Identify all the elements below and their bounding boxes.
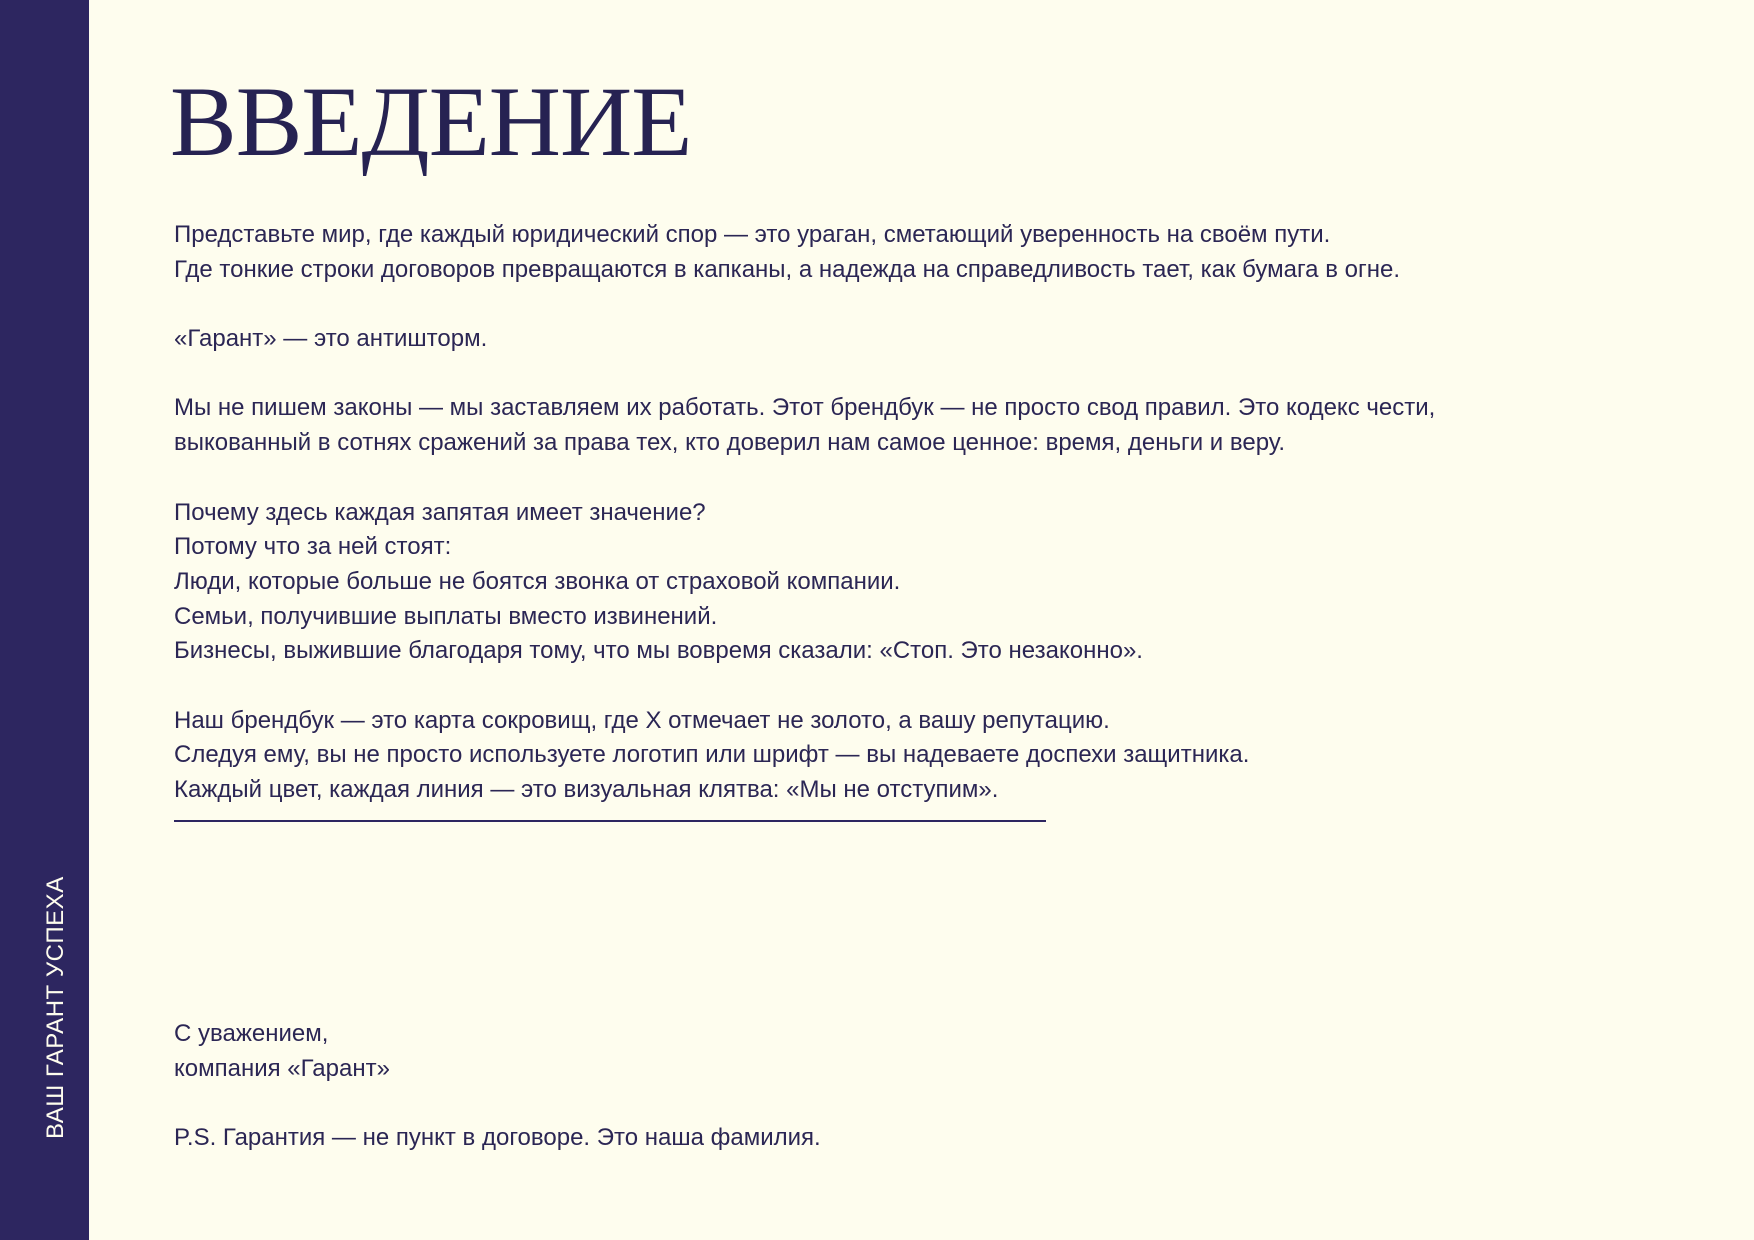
intro-line: Каждый цвет, каждая линия — это визуальная клятва: «Мы не отступим».	[174, 776, 999, 803]
intro-line: Наш брендбук — это карта сокровищ, где X отмечает не золото, а вашу репутацию.	[174, 706, 1110, 734]
intro-line: выкованный в сотнях сражений за права тех, кто доверил нам самое ценное: время, деньги и веру.	[174, 429, 1286, 457]
intro-line: Где тонкие строки договоров превращаются в капканы, а надежда на справедливость тает, как бумага в огне.	[174, 255, 1400, 283]
intro-line: Мы не пишем законы — мы заставляем их работать. Этот брендбук — не просто свод правил. Это кодекс чести,	[174, 394, 1436, 422]
divider-line	[174, 820, 1046, 822]
intro-text	[174, 218, 1674, 808]
intro-line: Почему здесь каждая запятая имеет значение?	[174, 498, 706, 526]
intro-line: «Гарант» — это антишторм.	[174, 325, 488, 353]
postscript: P.S. Гарантия — не пункт в договоре. Это наша фамилия.	[174, 1124, 821, 1152]
paragraph-gap	[174, 357, 1674, 392]
paragraph-gap	[174, 1086, 1374, 1121]
page-title: ВВЕДЕНИЕ	[170, 66, 692, 177]
signoff-greeting: С уважением,	[174, 1020, 329, 1047]
signoff-company: компания «Гарант»	[174, 1054, 390, 1082]
signoff	[174, 1017, 1374, 1156]
intro-line: Следуя ему, вы не просто используете логотип или шрифт — вы надеваете доспехи защитника.	[174, 741, 1250, 769]
intro-line: Семьи, получившие выплаты вместо извинений.	[174, 602, 718, 630]
intro-line: Представьте мир, где каждый юридический спор — это ураган, сметающий уверенность на своём пути.	[174, 221, 1331, 248]
intro-line: Люди, которые больше не боятся звонка от страховой компании.	[174, 567, 901, 595]
sidebar-tagline: ВАШ ГАРАНТ УСПЕХА	[42, 876, 69, 1139]
paragraph-gap	[174, 461, 1674, 496]
paragraph-gap	[174, 287, 1674, 322]
intro-line: Потому что за ней стоят:	[174, 533, 452, 561]
paragraph-gap	[174, 669, 1674, 704]
intro-line: Бизнесы, выжившие благодаря тому, что мы вовремя сказали: «Стоп. Это незаконно».	[174, 637, 1143, 665]
